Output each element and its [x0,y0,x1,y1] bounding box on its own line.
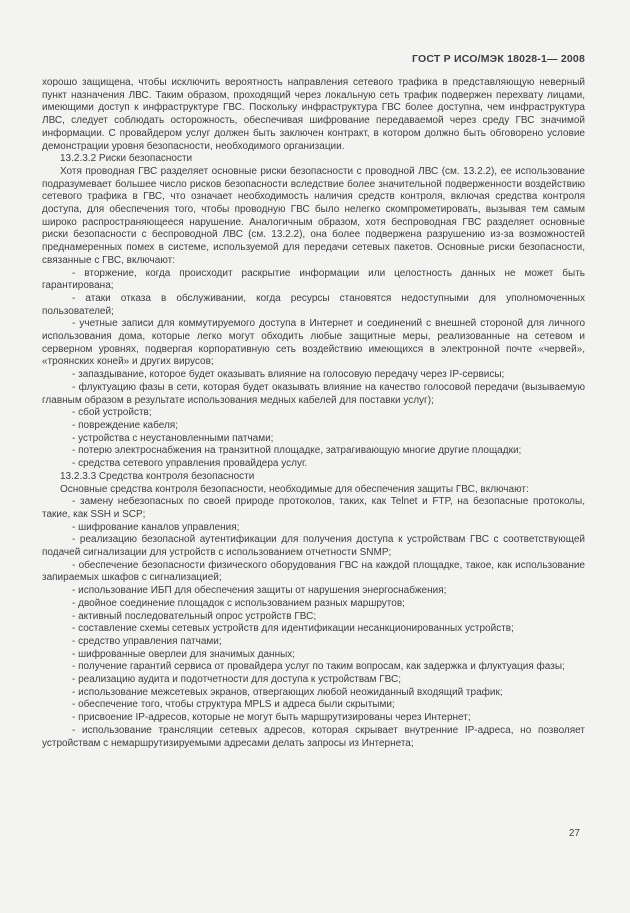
list-item: - использование ИБП для обеспечения защиты от нарушения энергоснабжения; [72,585,447,597]
list-item: - обеспечение того, чтобы структура MPLS и адреса были скрытыми; [72,699,395,711]
list-item: - замену небезопасных по своей природе протоколов, таких, как Telnet и FTP, на безопасные протоколы, такие, как SSH и SCP; [42,496,585,520]
document-body [42,77,585,750]
list-item: - реализацию аудита и подотчетности для доступа к устройствам ГВС; [72,674,402,686]
section-heading: 13.2.3.2 Риски безопасности [60,153,193,165]
list-item: - устройства с неустановленными патчами; [72,432,274,444]
list-item: - средства сетевого управления провайдера услуг. [72,458,308,470]
list-item: - потерю электроснабжения на транзитной площадке, затрагивающую многие другие площадки; [72,445,522,457]
list-item: - повреждение кабеля; [72,419,178,431]
list-item: - использование трансляции сетевых адресов, которая скрывает внутренние IP-адреса, но позволяет устройствам с немаршрутизируемыми адресами делать запросы из Интернета; [42,724,585,749]
list-item: - активный последовательный опрос устройств ГВС; [72,610,317,622]
list-item: - использование межсетевых экранов, отвергающих любой неожиданный входящий трафик; [72,686,503,698]
list-item: - учетные записи для коммутируемого доступа в Интернет и соединений с внешней стороной для личного использования дома, которые легко могут обходить любые защитные меры, реализованные на сетевом и серверном уровнях, подвергая корпоративную сеть воздействию имеющихся в электронной почте «червей», «троянских коней» и других вирусов; [42,318,585,368]
list-item: - запаздывание, которое будет оказывать влияние на голосовую передачу через IP-сервисы; [72,369,505,381]
list-item: - получение гарантий сервиса от провайдера услуг по таким вопросам, как задержка и флуктуация фазы; [72,661,565,673]
paragraph: Основные средства контроля безопасности, необходимые для обеспечения защиты ГВС, включают: [60,483,529,495]
list-item: - сбой устройств; [72,407,152,419]
paragraph: Хотя проводная ГВС разделяет основные риски безопасности с проводной ЛВС (см. 13.2.2), ее использование подразумевает большее число рисков безопасности вследствие более значительной подверженности воздействию сетевого трафика в ГВС, что означает необходимость наличия средств контроля, включая средства контроля доступа, для обеспечения того, чтобы проводную ГВС было нелегко скомпрометировать, вызывая тем самым широко распространяющееся нарушение. Аналогичным образом, хотя беспроводная ГВС разделяет основные риски безопасности с беспроводной ЛВС (см. 13.2.2), она более подвержена разрушению из-за возможностей преднамеренных помех в системе, используемой для передачи сетевых пакетов. Основные риски безопасности, связанные с ГВС, включают: [42,165,585,266]
list-item: - реализацию безопасной аутентификации для получения доступа к устройствам ГВС с соответствующей подачей сигнализации для устройств с использованием отчетности SNMP; [42,534,585,559]
list-item: - составление схемы сетевых устройств для идентификации несанкционированных устройств; [72,623,514,635]
list-item: - двойное соединение площадок с использованием разных маршрутов; [72,597,405,609]
list-item: - флуктуацию фазы в сети, которая будет оказывать влияние на качество голосовой передачи (вызываемую главным образом в результате использования медных кабелей для поставки услуг); [42,381,585,406]
list-item: - атаки отказа в обслуживании, когда ресурсы становятся недоступными для уполномоченных пользователей; [42,292,585,317]
document-header: ГОСТ Р ИСО/МЭК 18028-1— 2008 [412,53,585,65]
list-item: - шифрование каналов управления; [72,521,240,533]
page-number: 27 [568,828,580,839]
paragraph-continuation: хорошо защищена, чтобы исключить вероятность направления сетевого трафика в представляющую неверный пункт назначения ЛВС. Таким образом, проходящий через локальную сеть трафик подвержен перехвату лицами, имеющими доступ к инфраструктуре ГВС. Поскольку инфраструктура ГВС более доступна, чем инфраструктура ЛВС, следует соблюдать осторожность, обеспечивая шифрование передаваемой через среду ГВС значимой информации. С провайдером услуг должен быть заключен контракт, в котором должно быть обговорено условие демонстрации уровня безопасности, необходимого организации. [42,77,585,152]
list-item: - обеспечение безопасности физического оборудования ГВС на каждой площадке, такое, как использование запираемых шкафов с сигнализацией; [42,559,585,584]
section-heading: 13.2.3.3 Средства контроля безопасности [60,470,255,482]
list-item: - средство управления патчами; [72,635,222,647]
list-item: - вторжение, когда происходит раскрытие информации или целостность данных не может быть гарантирована; [42,267,585,292]
list-item: - присвоение IP-адресов, которые не могут быть маршрутизированы через Интернет; [72,712,471,724]
list-item: - шифрованные оверлеи для значимых данных; [72,648,296,660]
